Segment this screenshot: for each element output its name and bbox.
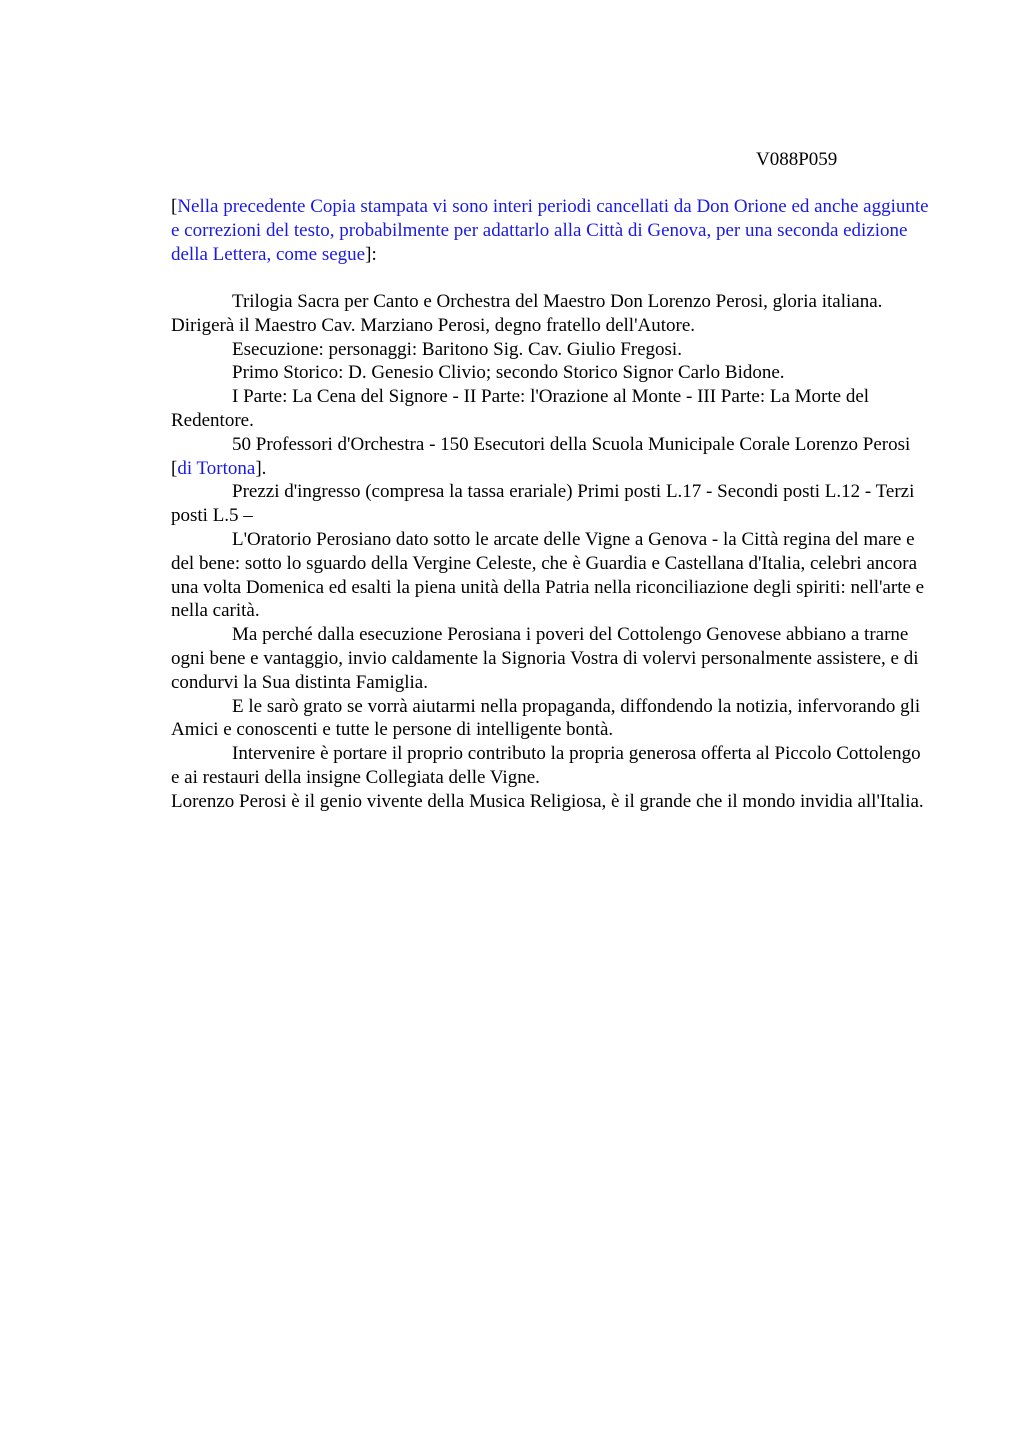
paragraph-trilogia: Trilogia Sacra per Canto e Orchestra del Maestro Don Lorenzo Perosi, gloria italiana. Dirigerà il Maestro Cav. Marziano Perosi, degno fratello dell'Autore. xyxy=(171,291,883,336)
paragraph-oratorio: L'Oratorio Perosiano dato sotto le arcate delle Vigne a Genova - la Città regina del mare e del bene: sotto lo sguardo della Vergine Celeste, che è Guardia e Castellana d'Italia, celebri ancora una volta Domenica ed esalti la piena unità della Patria nella riconciliazione degli spiriti: nell'arte e nella carità. xyxy=(171,528,925,622)
page-identifier: V088P059 xyxy=(756,149,838,170)
paragraph-esecutori-close: ]. xyxy=(255,457,267,479)
paragraph-perosi-genio: Lorenzo Perosi è il genio vivente della Musica Religiosa, è il grande che il mondo invidia all'Italia. xyxy=(171,790,924,812)
editorial-note-close-bracket: ]: xyxy=(365,243,377,265)
paragraph-esecutori-text: 50 Professori d'Orchestra - 150 Esecutori della Scuola Municipale Corale Lorenzo Perosi [ xyxy=(171,433,911,479)
editorial-note-open-bracket: [ xyxy=(171,196,178,217)
paragraph-invito: Ma perché dalla esecuzione Perosiana i poveri del Cottolengo Genovese abbiano a trarne ogni bene e vantaggio, invio caldamente la Signoria Vostra di volervi personalmente assistere, e di condurvi la Sua distinta Famiglia. xyxy=(171,624,919,693)
paragraph-storici: Primo Storico: D. Genesio Clivio; secondo Storico Signor Carlo Bidone. xyxy=(232,362,785,384)
paragraph-propaganda: E le sarò grato se vorrà aiutarmi nella propaganda, diffondendo la notizia, infervorando gli Amici e conoscenti e tutte le persone di intelligente bontà. xyxy=(171,695,921,741)
paragraph-parti: I Parte: La Cena del Signore - II Parte: l'Orazione al Monte - III Parte: La Morte del Redentore. xyxy=(171,386,870,431)
editorial-insert-tortona: di Tortona xyxy=(177,457,256,479)
editorial-note xyxy=(171,195,931,266)
paragraph-esecutori xyxy=(171,433,931,481)
paragraph-prezzi: Prezzi d'ingresso (compresa la tassa erariale) Primi posti L.17 - Secondi posti L.12 - Terzi posti L.5 – xyxy=(171,481,915,527)
editorial-note-text: Nella precedente Copia stampata vi sono interi periodi cancellati da Don Orione ed anche aggiunte e correzioni del testo, probabilmente per adattarlo alla Città di Genova, per una seconda edizione della Lettera, come segue xyxy=(171,196,929,265)
paragraph-intervenire: Intervenire è portare il proprio contributo la propria generosa offerta al Piccolo Cottolengo e ai restauri della insigne Collegiata delle Vigne. xyxy=(171,743,921,788)
letter-body xyxy=(171,290,931,814)
paragraph-esecuzione: Esecuzione: personaggi: Baritono Sig. Cav. Giulio Fregosi. xyxy=(232,338,682,360)
